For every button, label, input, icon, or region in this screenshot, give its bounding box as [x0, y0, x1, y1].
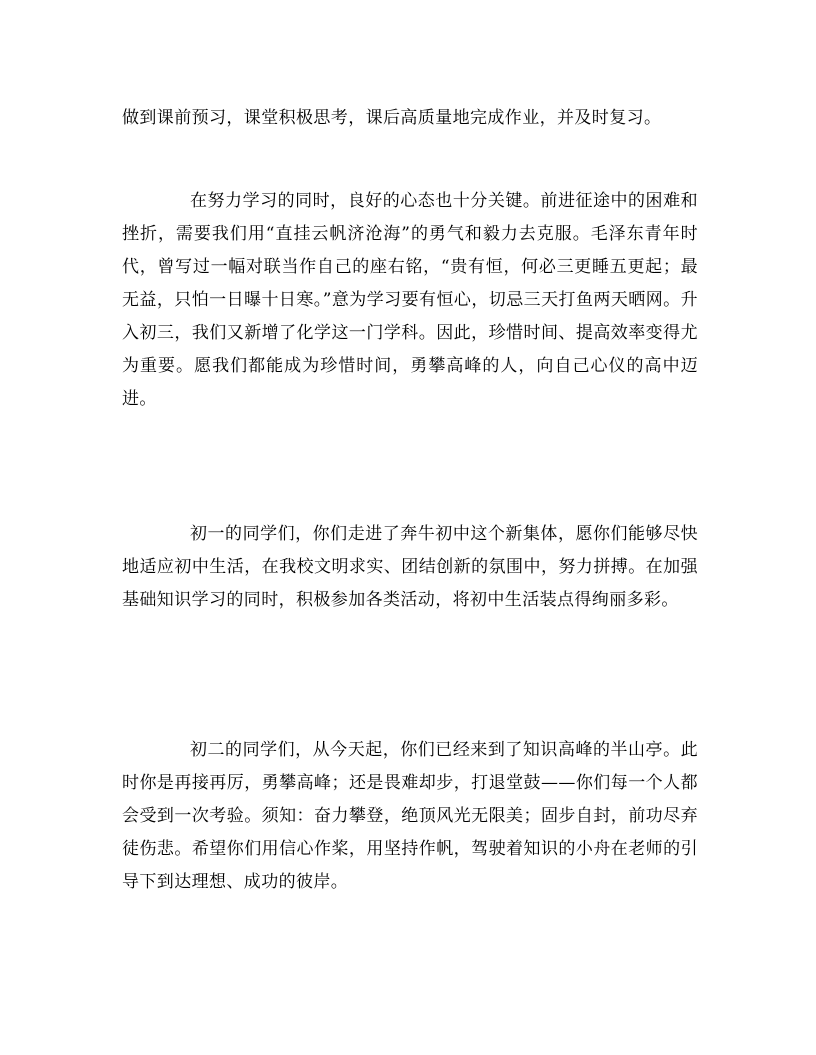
paragraph-mindset: 在努力学习的同时，良好的心态也十分关键。前进征途中的困难和挫折，需要我们用“直挂云帆济沧海”的勇气和毅力去克服。毛泽东青年时代，曾写过一幅对联当作自己的座右铭，“贵有恒，何必三更睡五更起；最无益，只怕一日曝十日寒。”意为学习要有恒心，切忌三天打鱼两天晒网。升入初三，我们又新增了化学这一门学科。因此，珍惜时间、提高效率变得尤为重要。愿我们都能成为珍惜时间，勇攀高峰的人，向自己心仪的高中迈进。 — [122, 191, 698, 409]
paragraph-continuation: 做到课前预习，课堂积极思考，课后高质量地完成作业，并及时复习。 — [122, 108, 662, 128]
paragraph-grade-one: 初一的同学们，你们走进了奔牛初中这个新集体，愿你们能够尽快地适应初中生活，在我校文明求实、团结创新的氛围中，努力拼搏。在加强基础知识学习的同时，积极参加各类活动，将初中生活装点得绚丽多彩。 — [122, 524, 698, 610]
paragraph-grade-two: 初二的同学们，从今天起，你们已经来到了知识高峰的半山亭。此时你是再接再厉，勇攀高峰；还是畏难却步，打退堂鼓——你们每一个人都会受到一次考验。须知：奋力攀登，绝顶风光无限美；固步自封，前功尽弃徒伤悲。希望你们用信心作桨，用坚持作帆，驾驶着知识的小舟在老师的引导下到达理想、成功的彼岸。 — [122, 740, 698, 892]
